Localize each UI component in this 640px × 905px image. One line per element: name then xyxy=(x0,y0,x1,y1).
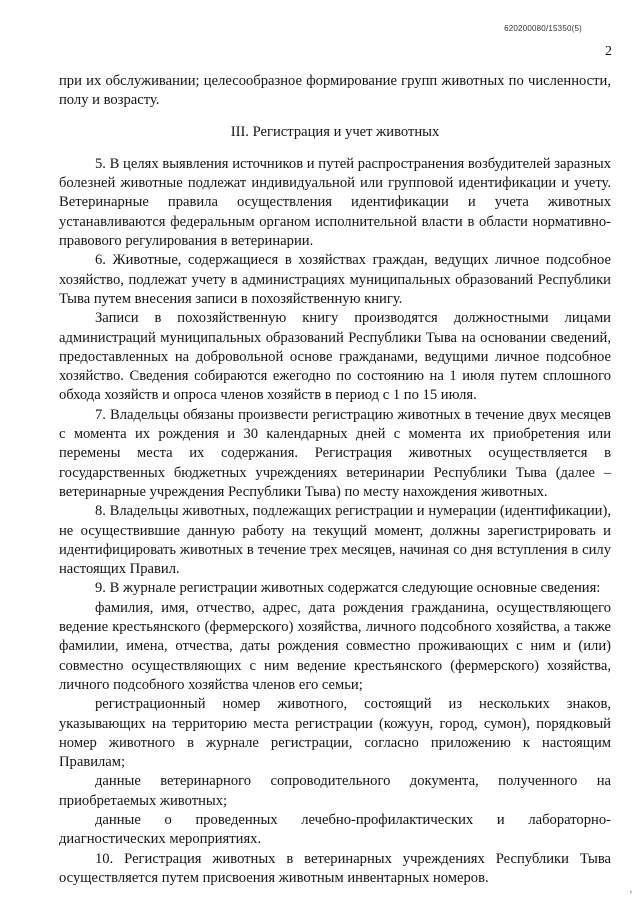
paragraph-9: 9. В журнале регистрации животных содержатся следующие основные сведения: xyxy=(95,580,601,597)
list-item-treatment-data: данные о проведенных лечебно-профилактических и лабораторно-диагностических мероприятиях. xyxy=(59,811,611,848)
paragraph-6-records: Записи в похозяйственную книгу производятся должностными лицами администраций муниципальных образований Республики Тыва на основании сведений, предоставленных на добровольной основе гражданами, ведущими личное подсобное хозяйство. Сведения собираются ежегодно по состоянию на 1 июля путем сплошного обхода хозяйств и опроса членов хозяйств в период с 1 по 15 июля. xyxy=(59,310,611,404)
paragraph-6: 6. Животные, содержащиеся в хозяйствах граждан, ведущих личное подсобное хозяйство, подлежат учету в администрациях муниципальных образований Республики Тыва путем внесения записи в похозяйственную книгу. xyxy=(59,252,611,307)
paragraph-7: 7. Владельцы обязаны произвести регистрацию животных в течение двух месяцев с момента их рождения и 30 календарных дней с момента их приобретения или перемены места их содержания. Регистрация животных осуществляется в государственных бюджетных учреждениях ветеринарии Республики Тыва (далее – ветеринарные учреждения Республики Тыва) по месту нахождения животных. xyxy=(59,406,611,500)
document-code: 620200080/15350(5) xyxy=(504,24,582,33)
document-body xyxy=(59,72,611,888)
page-number: 2 xyxy=(605,44,612,59)
paragraph-continuation: при их обслуживании; целесообразное формирование групп животных по численности, полу и возрасту. xyxy=(59,73,611,109)
paragraph-8: 8. Владельцы животных, подлежащих регистрации и нумерации (идентификации), не осуществившие данную работу на текущий момент, должны зарегистрировать и идентифицировать животных в течение трех месяцев, начиная со дня вступления в силу настоящих Правил. xyxy=(59,503,611,578)
corner-mark: , xyxy=(629,884,632,894)
section-heading: III. Регистрация и учет животных xyxy=(230,123,440,140)
paragraph-10: 10. Регистрация животных в ветеринарных учреждениях Республики Тыва осуществляется путем присвоения животным инвентарных номеров. xyxy=(59,850,611,886)
list-item-vet-document: данные ветеринарного сопроводительного документа, полученного на приобретаемых животных; xyxy=(59,773,611,809)
list-item-owner-data: фамилия, имя, отчество, адрес, дата рождения гражданина, осуществляющего ведение крестьянского (фермерского) хозяйства, личного подсобного хозяйства, а также фамилии, имена, отчества, даты рождения совместно проживающих с ним и (или) совместно осуществляющих с ним ведение крестьянского (фермерского) хозяйства, личного подсобного хозяйства членов его семьи; xyxy=(59,599,611,693)
list-item-registration-number: регистрационный номер животного, состоящий из нескольких знаков, указывающих на территорию места регистрации (кожуун, город, сумон), порядковый номер животного в журнале регистрации, согласно приложению к настоящим Правилам; xyxy=(59,696,611,771)
paragraph-5: 5. В целях выявления источников и путей распространения возбудителей заразных болезней животные подлежат индивидуальной или групповой идентификации и учету. Ветеринарные правила осуществления идентификации и учета животных устанавливаются федеральным органом исполнительной власти в области нормативно-правового регулирования в ветеринарии. xyxy=(59,155,611,250)
